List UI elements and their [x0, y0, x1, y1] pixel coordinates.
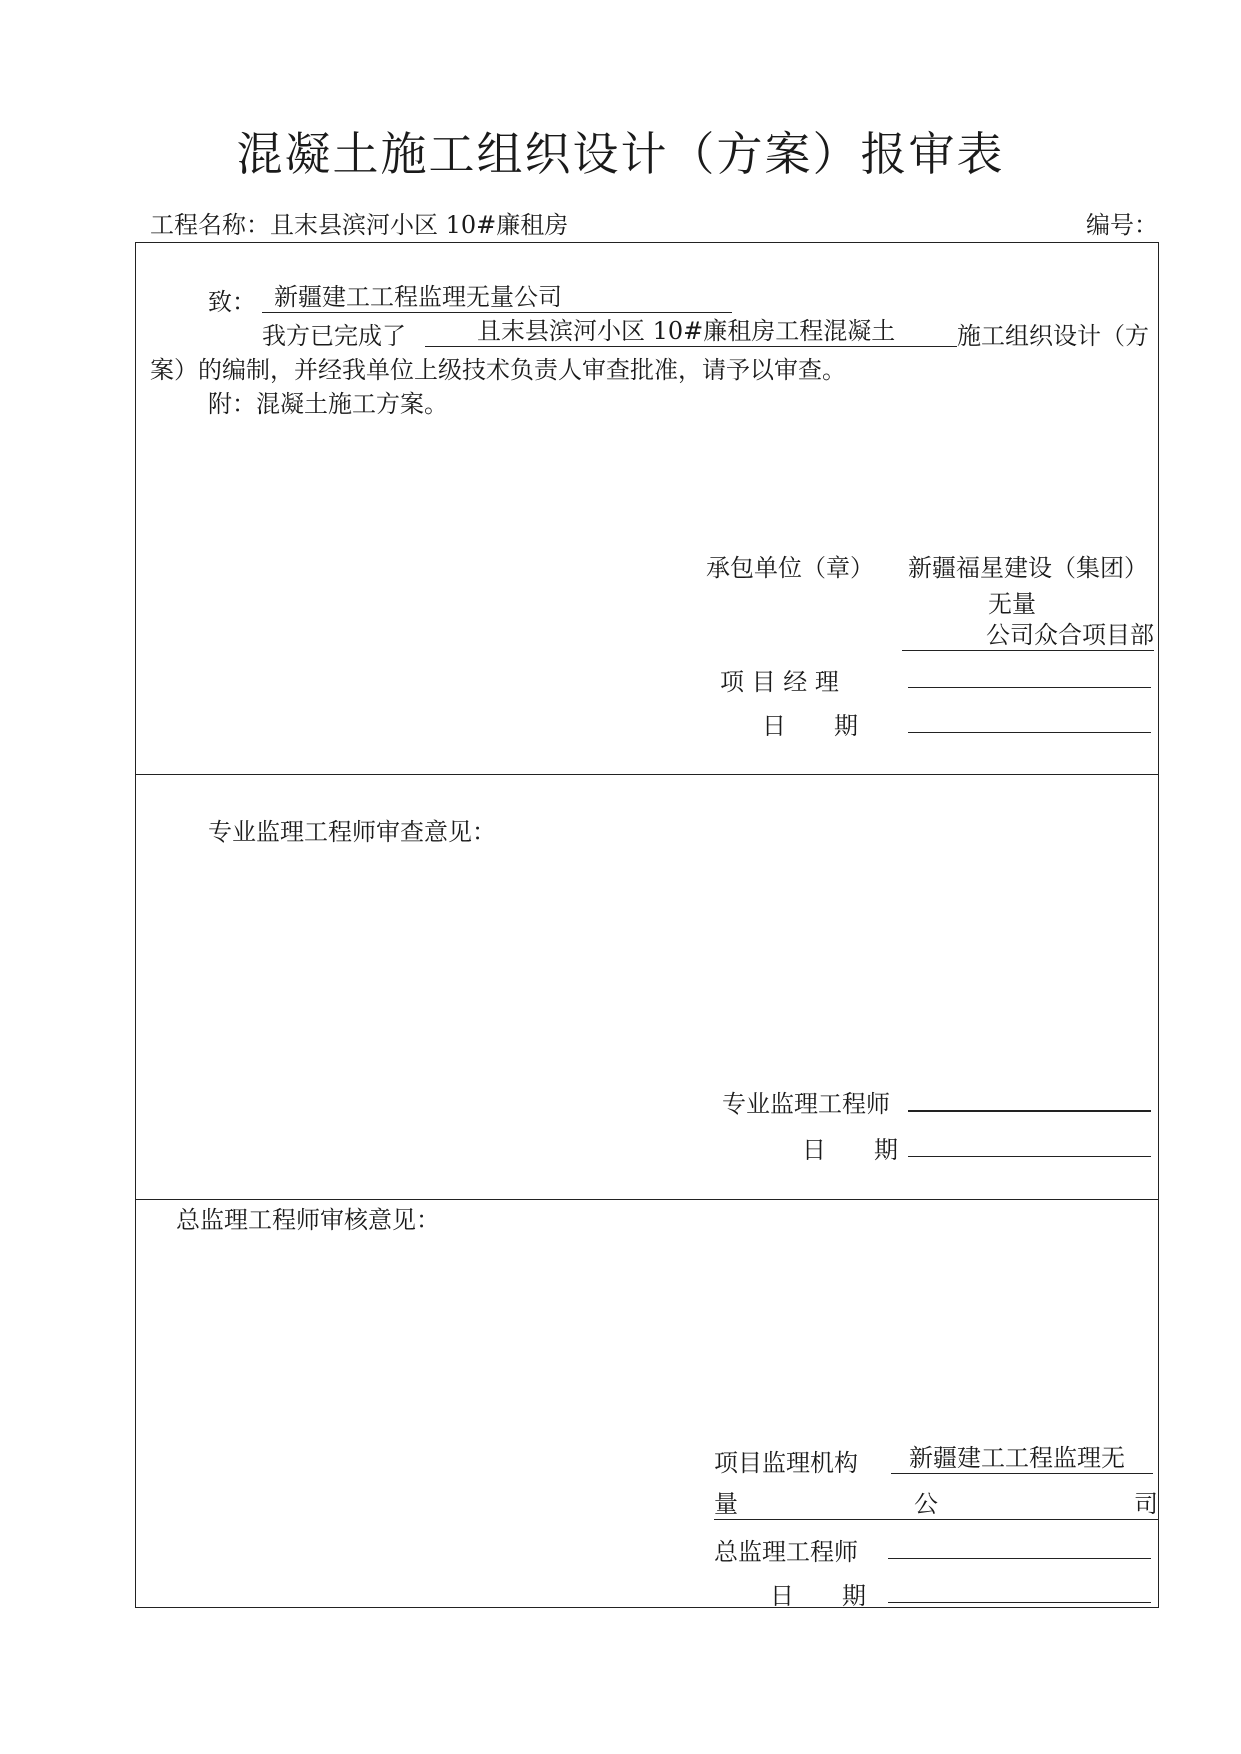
contractor-name-line3: 公司众合项目部	[902, 620, 1154, 651]
attachment-note: 附：混凝土施工方案。	[208, 390, 448, 418]
project-manager-signature-line[interactable]	[908, 687, 1151, 688]
section3-date-line[interactable]	[888, 1602, 1151, 1603]
body-line-2: 案）的编制，并经我单位上级技术负责人审查批准，请予以审查。	[150, 356, 846, 384]
body-suffix: 施工组织设计（方	[957, 322, 1149, 350]
project-name-label: 工程名称：	[150, 211, 270, 239]
chief-engineer-label: 总监理工程师	[714, 1538, 858, 1566]
chief-engineer-signature-line[interactable]	[888, 1558, 1151, 1559]
supervision-org-value-line1: 新疆建工工程监理无	[891, 1443, 1153, 1474]
contractor-name-line1: 新疆福星建设（集团）	[908, 554, 1148, 582]
addressee-label: 致：	[208, 288, 256, 316]
section1-date-line[interactable]	[908, 732, 1151, 733]
section2-date-line[interactable]	[908, 1156, 1151, 1157]
specialist-engineer-label: 专业监理工程师	[722, 1090, 890, 1118]
specialist-engineer-signature-line[interactable]	[908, 1110, 1151, 1112]
supervision-org-label: 项目监理机构	[714, 1449, 858, 1477]
body-project-underlined: 且末县滨河小区 10#廉租房工程混凝土	[425, 316, 957, 347]
contractor-label: 承包单位（章）	[706, 554, 874, 582]
section2-date-label: 日 期	[802, 1136, 898, 1164]
form-number-label: 编号：	[1086, 211, 1158, 239]
project-manager-label: 项 目 经 理	[720, 668, 839, 696]
section-divider-1	[135, 774, 1159, 775]
body-prefix: 我方已完成了	[262, 322, 406, 350]
form-table	[135, 242, 1159, 1608]
project-name-value: 且末县滨河小区 10#廉租房	[270, 211, 569, 239]
chief-review-heading: 总监理工程师审核意见：	[176, 1206, 440, 1234]
specialist-review-heading: 专业监理工程师审查意见：	[208, 818, 496, 846]
addressee-value: 新疆建工工程监理无量公司	[262, 282, 732, 313]
supervision-org-value-line2: 量 公 司	[714, 1490, 1158, 1518]
project-name-row	[150, 205, 568, 240]
section1-date-label: 日 期	[762, 712, 858, 740]
section3-date-label: 日 期	[770, 1582, 866, 1610]
contractor-name-line2: 无量	[988, 590, 1036, 618]
form-title: 混凝土施工组织设计（方案）报审表	[236, 127, 1005, 181]
